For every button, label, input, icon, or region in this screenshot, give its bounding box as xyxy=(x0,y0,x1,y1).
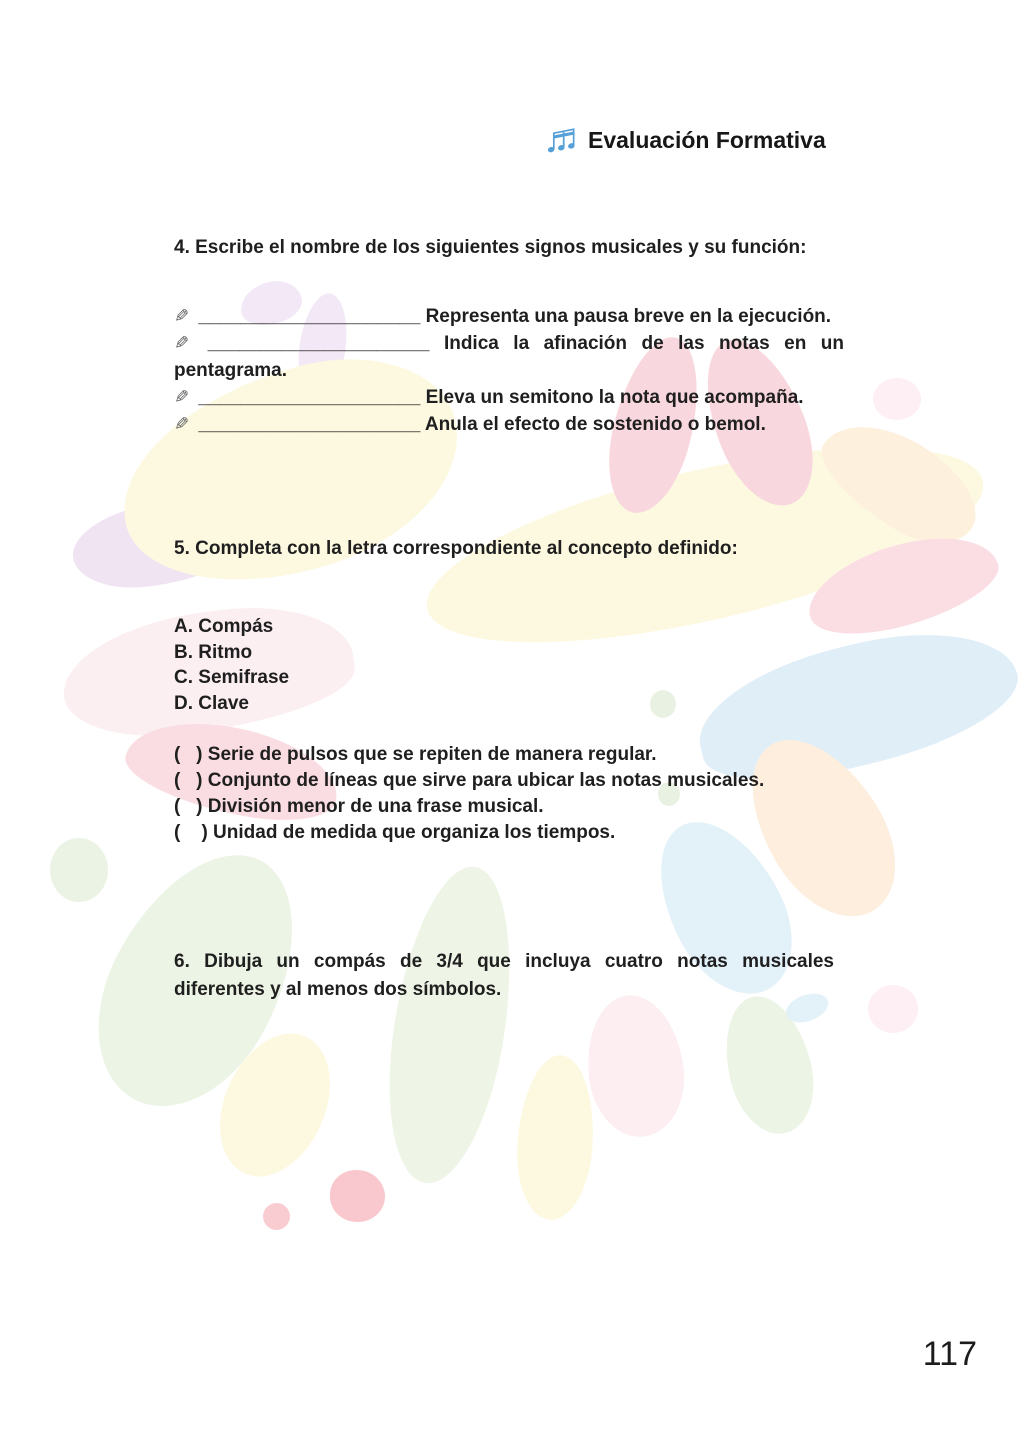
answer-blank: _____________________ xyxy=(198,387,421,408)
fill-in-line xyxy=(174,384,844,411)
statement-item: ( ) Serie de pulsos que se repiten de manera regular. xyxy=(174,744,657,765)
statement-item: ( ) División menor de una frase musical. xyxy=(174,796,544,817)
option-item: C. Semifrase xyxy=(174,667,290,688)
answer-blank: _____________________ xyxy=(207,333,430,354)
option-item: A. Compás xyxy=(174,616,274,637)
question5-heading: 5. Completa con la letra correspondiente al concepto definido: xyxy=(174,538,738,559)
question6-heading: 6. Dibuja un compás de 3/4 que incluya cuatro notas musicales diferentes y al menos dos símbolos. xyxy=(174,951,834,1000)
answer-blank: _____________________ xyxy=(198,306,421,327)
fill-in-line xyxy=(174,330,844,384)
question4-heading: 4. Escribe el nombre de los siguientes signos musicales y su función: xyxy=(174,237,807,258)
fill-in-line xyxy=(174,303,844,330)
question5-options xyxy=(174,614,854,716)
question5-statements xyxy=(174,742,864,846)
fill-line-text: Anula el efecto de sostenido o bemol. xyxy=(424,414,766,435)
statement-item: ( ) Unidad de medida que organiza los tiempos. xyxy=(174,822,616,843)
fill-line-text: Representa una pausa breve en la ejecución. xyxy=(425,306,832,327)
answer-blank: _____________________ xyxy=(198,414,421,435)
question4-items xyxy=(174,303,844,438)
pencil-icon: ✎ xyxy=(174,333,190,354)
page-header xyxy=(546,124,826,156)
option-item: B. Ritmo xyxy=(174,641,253,663)
page-title: Evaluación Formativa xyxy=(588,127,826,153)
pencil-icon: ✎ xyxy=(174,387,190,408)
option-item: D. Clave xyxy=(174,692,249,714)
fill-line-text: Indica la afinación de las notas en un pentagrama. xyxy=(174,333,844,381)
statement-item: ( ) Conjunto de líneas que sirve para ubicar las notas musicales. xyxy=(174,770,765,791)
music-notes-icon xyxy=(546,126,580,155)
page-number: 117 xyxy=(922,1335,977,1373)
fill-line-text: Eleva un semitono la nota que acompaña. xyxy=(425,387,804,408)
pencil-icon: ✎ xyxy=(174,306,190,327)
pencil-icon: ✎ xyxy=(174,414,190,435)
fill-in-line xyxy=(174,411,844,438)
